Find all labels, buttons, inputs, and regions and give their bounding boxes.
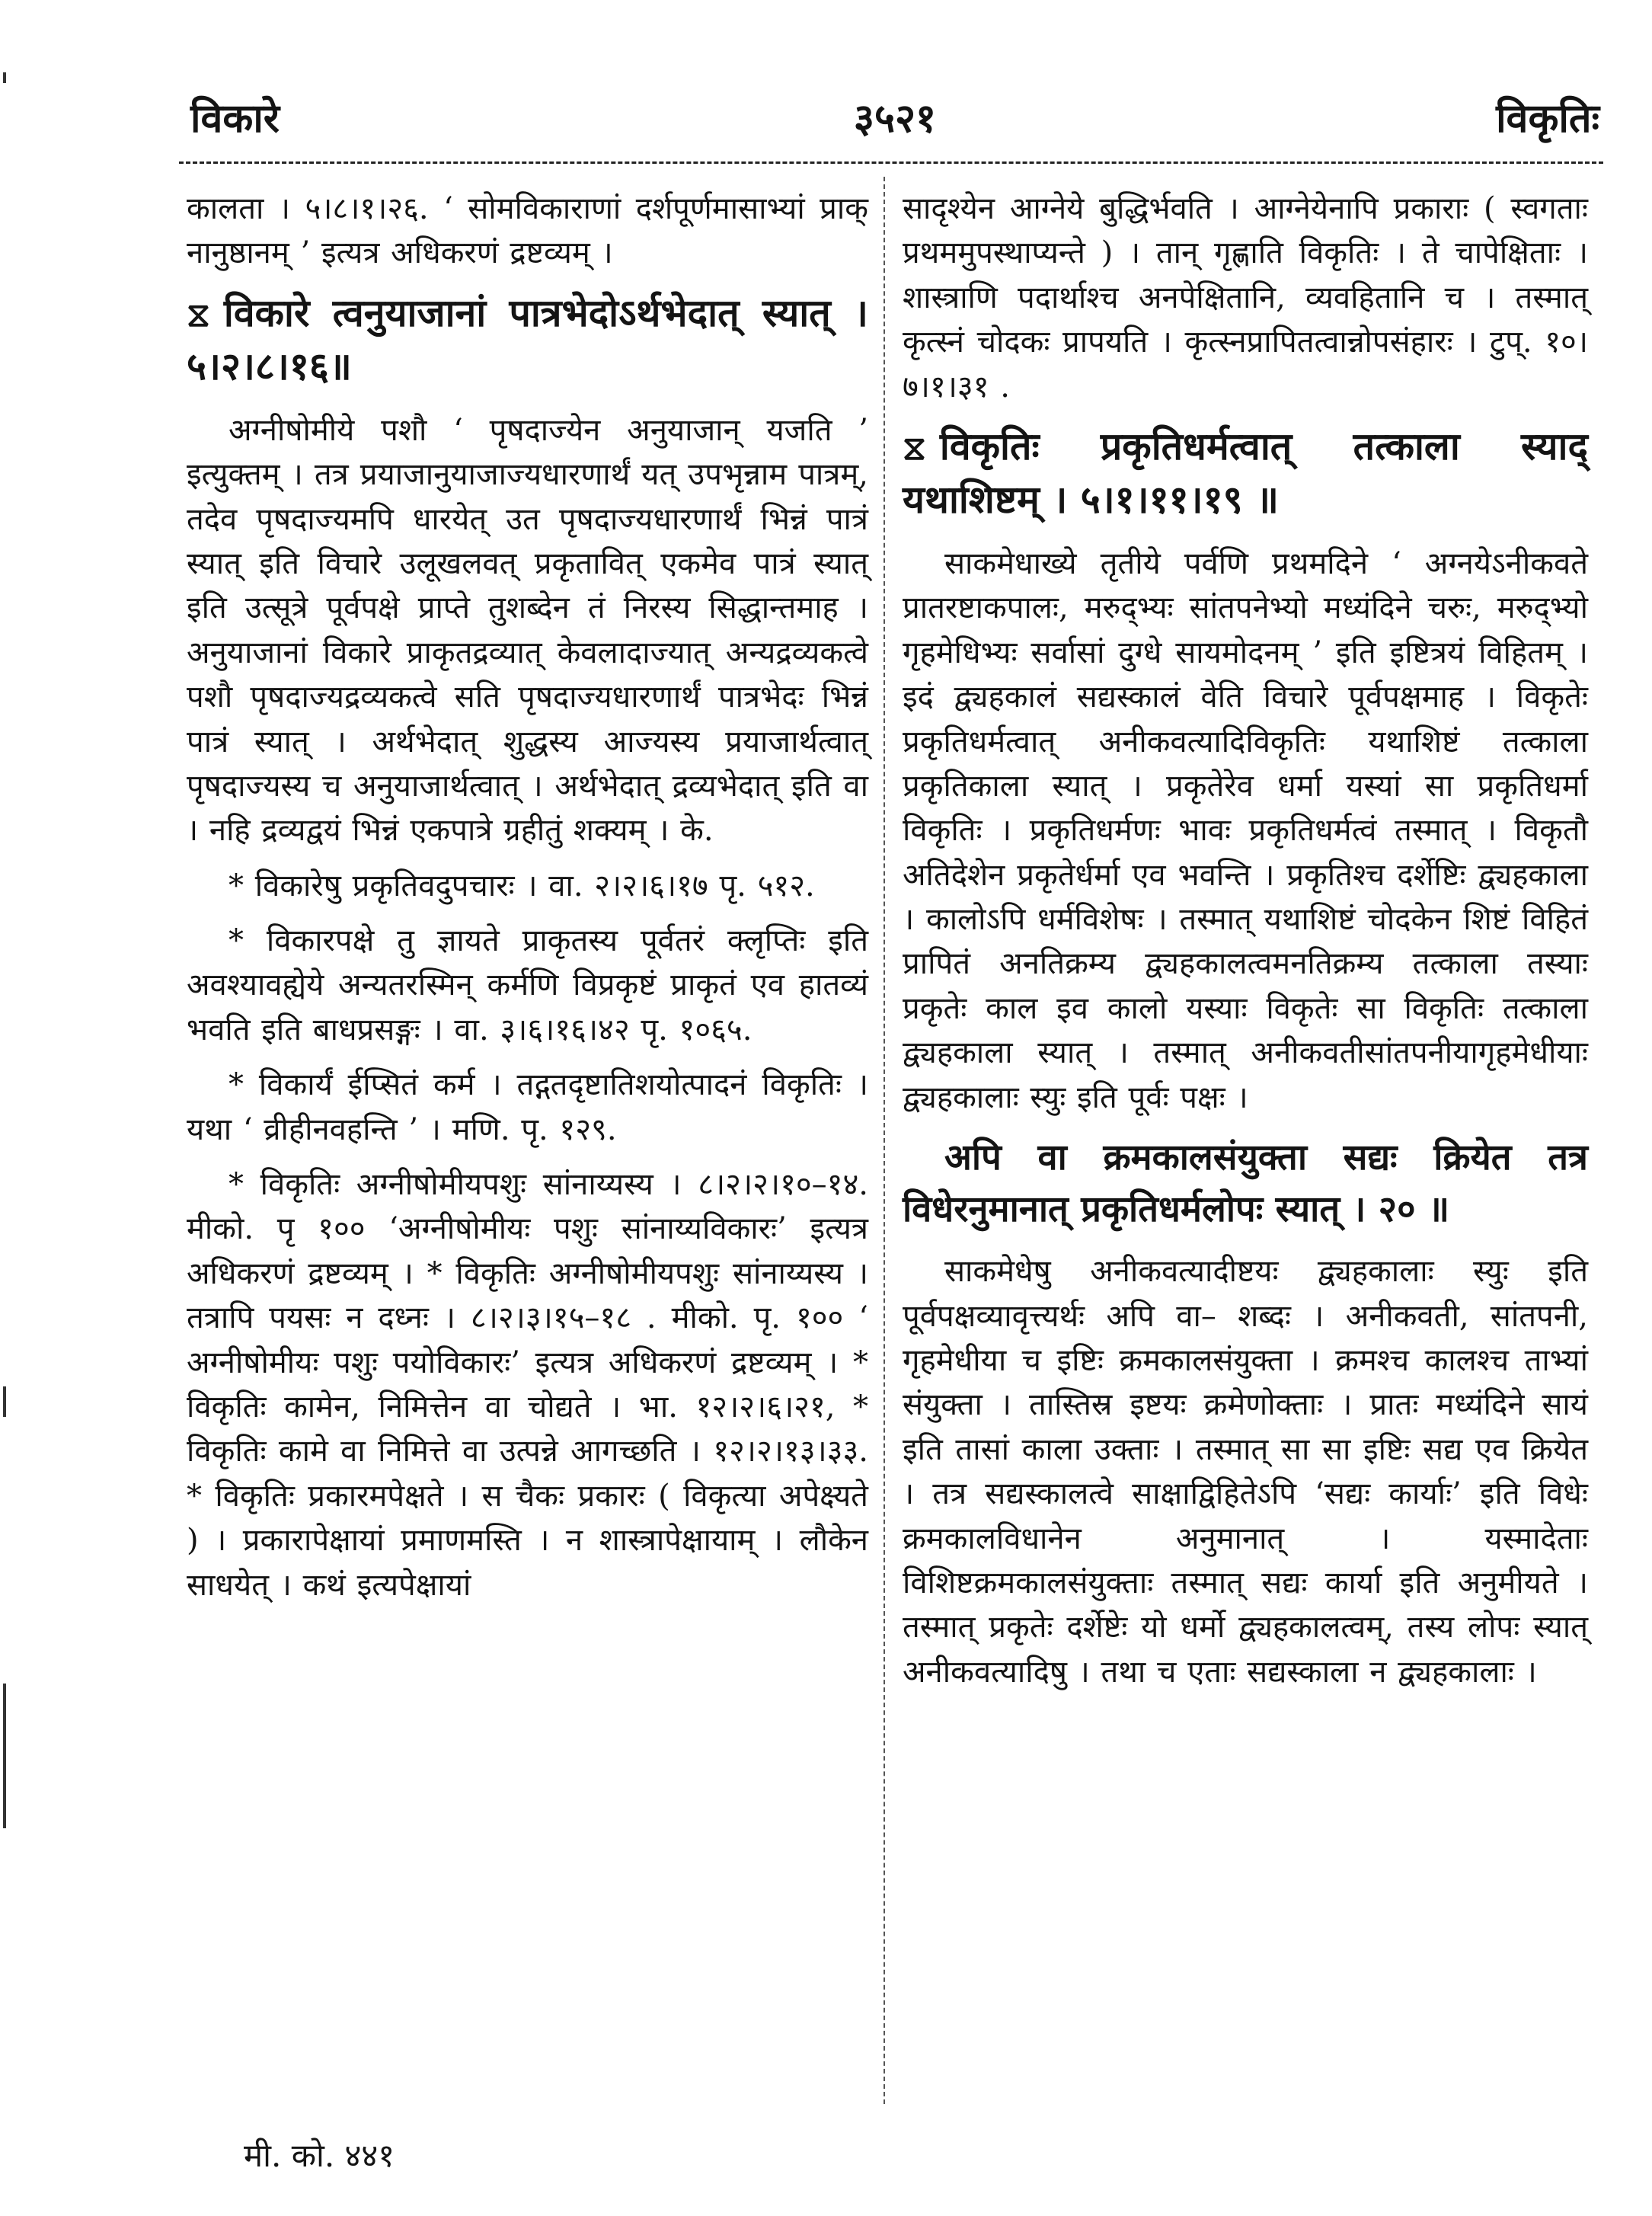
scan-mark: [3, 1386, 6, 1417]
right-paragraph-2: साकमेधाख्ये तृतीये पर्वणि प्रथमदिने ‘ अग्नयेऽनीकवते प्रातरष्टाकपालः, मरुद्भ्यः सांतपनेभ्यो मध्यंदिने चरुः, मरुद्भ्यो गृहमेधिभ्यः सर्वासां दुग्धे सायमोदनम् ’ इति इष्टित्रयं विहितम् । इदं द्व्यहकालं सद्यस्कालं वेति विचारे पूर्वपक्षमाह । विकृतेः प्रकृतिधर्मत्वात् अनीकवत्यादिविकृतिः यथाशिष्टं तत्काला प्रकृतिकाला स्यात् । प्रकृतेरेव धर्मा यस्यां सा प्रकृतिधर्मा विकृतिः । प्रकृतिधर्मणः भावः प्रकृतिधर्मत्वं तस्मात् । विकृतौ अतिदेशेन प्रकृतेर्धर्मा एव भवन्ति । प्रकृतिश्च दर्शेष्टिः द्व्यहकाला । कालोऽपि धर्मविशेषः । तस्मात् यथाशिष्टं चोदकेन शिष्टं विहितं प्रापितं अनतिक्रम्य द्व्यहकालत्वमनतिक्रम्य तत्काला तस्याः प्रकृतेः काल इव कालो यस्याः विकृतेः सा विकृतिः तत्काला द्व्यहकाला स्यात् । तस्मात् अनीकवतीसांतपनीयागृहमेधीयाः द्व्यहकालाः स्युः इति पूर्वः पक्षः ।: [903, 545, 1588, 1115]
right-heading-2: अपि वा क्रमकालसंयुक्ता सद्यः क्रियेत तत्र विधेरनुमानात् प्रकृतिधर्मलोपः स्यात् । २० ॥: [903, 1137, 1588, 1231]
header-right-word: विकृतिः: [1496, 95, 1599, 142]
header-rule: [179, 161, 1603, 164]
right-paragraph-1: सादृश्येन आग्नेये बुद्धिर्भवति । आग्नेयेनापि प्रकाराः ( स्वगताः प्रथममुपस्थाप्यन्ते ) । तान् गृह्णाति विकृतिः । ते चापेक्षिताः । शास्त्राणि पदार्थाश्च अनपेक्षितानि, व्यवहितानि च । तस्मात् कृत्स्नं चोदकः प्रापयति । कृत्स्नप्रापितत्वान्नोपसंहारः । टुप्. १०।७।१।३१ .: [903, 191, 1588, 405]
left-heading-text: विकारे त्वनुयाजानां पात्रभेदोऽर्थभेदात् स्यात् । ५।२।८।१६॥: [187, 289, 868, 389]
section-mark-icon: ⧖: [187, 295, 210, 334]
scan-mark: [3, 72, 6, 83]
page-number: ३५२१: [853, 95, 937, 142]
section-mark-icon: ⧖: [903, 428, 926, 468]
column-divider: [884, 177, 885, 2104]
left-paragraph-3: * विकारेषु प्रकृतिवदुपचारः । वा. २।२।६।१७ पृ. ५१२.: [228, 868, 815, 903]
right-column: [903, 187, 1588, 1705]
left-paragraph-2: अग्नीषोमीये पशौ ‘ पृषदाज्येन अनुयाजान् यजति ’ इत्युक्तम् । तत्र प्रयाजानुयाजाज्यधारणार्थं यत् उपभृन्नाम पात्रम्, तदेव पृषदाज्यमपि धारयेत् उत पृषदाज्यधारणार्थं भिन्नं पात्रं स्यात् इति विचारे उलूखलवत् प्रकृतावित् एकमेव पात्रं स्यात् इति उत्सूत्रे पूर्वपक्षे प्राप्ते तुशब्देन तं निरस्य सिद्धान्तमाह । अनुयाजानां विकारे प्राकृतद्रव्यात् केवलादाज्यात् अन्यद्रव्यकत्वे पशौ पृषदाज्यद्रव्यकत्वे सति पृषदाज्यधारणार्थं पात्रभेदः भिन्नं पात्रं स्यात् । अर्थभेदात् शुद्धस्य आज्यस्य प्रयाजार्थत्वात् पृषदाज्यस्य च अनुयाजार्थत्वात् । अर्थभेदात् द्रव्यभेदात् इति वा । नहि द्रव्यद्वयं भिन्नं एकपात्रे ग्रहीतुं शक्यम् । के.: [187, 412, 868, 849]
left-heading-1: [187, 286, 868, 393]
left-paragraph-1: कालता । ५।८।१।२६. ‘ सोमविकाराणां दर्शपूर्णमासाभ्यां प्राक् नानुष्ठानम् ’ इत्यत्र अधिकरणं द्रष्टव्यम् ।: [187, 191, 868, 271]
left-paragraph-5: * विकार्यं ईप्सितं कर्म । तद्गतदृष्टातिशयोत्पादनं विकृतिः । यथा ‘ व्रीहीनवहन्ति ’ । मणि. पृ. १२९.: [187, 1067, 868, 1147]
right-heading-1: [903, 420, 1588, 526]
page-footer: मी. को. ४४१: [244, 2137, 395, 2174]
page-header: [190, 90, 1599, 158]
right-heading-text: विकृतिः प्रकृतिधर्मत्वात् तत्काला स्याद् यथाशिष्टम् । ५।१।११।१९ ॥: [903, 423, 1588, 522]
left-column: [187, 187, 868, 1618]
left-paragraph-6: * विकृतिः अग्नीषोमीयपशुः सांनाय्यस्य । ८।२।२।१०–१४. मीको. पृ १०० ‘अग्नीषोमीयः पशुः सांनाय्यविकारः’ इत्यत्र अधिकरणं द्रष्टव्यम् । * विकृतिः अग्नीषोमीयपशुः सांनाय्यस्य । तत्रापि पयसः न दध्नः । ८।२।३।१५–१८ . मीको. पृ. १०० ‘ अग्नीषोमीयः पशुः पयोविकारः’ इत्यत्र अधिकरणं द्रष्टव्यम् । * विकृतिः कामेन, निमित्तेन वा चोद्यते । भा. १२।२।६।२१, * विकृतिः कामे वा निमित्ते वा उत्पन्ने आगच्छति । १२।२।१३।३३. * विकृतिः प्रकारमपेक्षते । स चैकः प्रकारः ( विकृत्या अपेक्ष्यते ) । प्रकारापेक्षायां प्रमाणमस्ति । न शास्त्रापेक्षायाम् । लौकेन साधयेत् । कथं इत्यपेक्षायां: [187, 1167, 868, 1603]
right-paragraph-3: साकमेधेषु अनीकवत्यादीष्टयः द्व्यहकालाः स्युः इति पूर्वपक्षव्यावृत्त्यर्थः अपि वा– शब्दः । अनीकवती, सांतपनी, गृहमेधीया च इष्टिः क्रमकालसंयुक्ता । क्रमश्च कालश्च ताभ्यां संयुक्ता । तास्तिस्र इष्टयः क्रमेणोक्ताः । प्रातः मध्यंदिने सायं इति तासां काला उक्ताः । तस्मात् सा सा इष्टिः सद्य एव क्रियेत । तत्र सद्यस्कालत्वे साक्षाद्विहितेऽपि ‘सद्यः कार्याः’ इति विधेः क्रमकालविधानेन अनुमानात् । यस्मादेताः विशिष्टक्रमकालसंयुक्ताः तस्मात् सद्यः कार्या इति अनुमीयते । तस्मात् प्रकृतेः दर्शेष्टेः यो धर्मो द्व्यहकालत्वम्, तस्य लोपः स्यात् अनीकवत्यादिषु । तथा च एताः सद्यस्काला न द्व्यहकालाः ।: [903, 1254, 1588, 1690]
header-left-word: विकारे: [190, 95, 280, 142]
left-paragraph-4: * विकारपक्षे तु ज्ञायते प्राकृतस्य पूर्वतरं क्लृप्तिः इति अवश्यावह्येये अन्यतरस्मिन् कर्मणि विप्रकृष्टं प्राकृतं एव हातव्यं भवति इति बाधप्रसङ्गः । वा. ३।६।१६।४२ पृ. १०६५.: [187, 923, 868, 1047]
scan-mark: [3, 1684, 6, 1828]
